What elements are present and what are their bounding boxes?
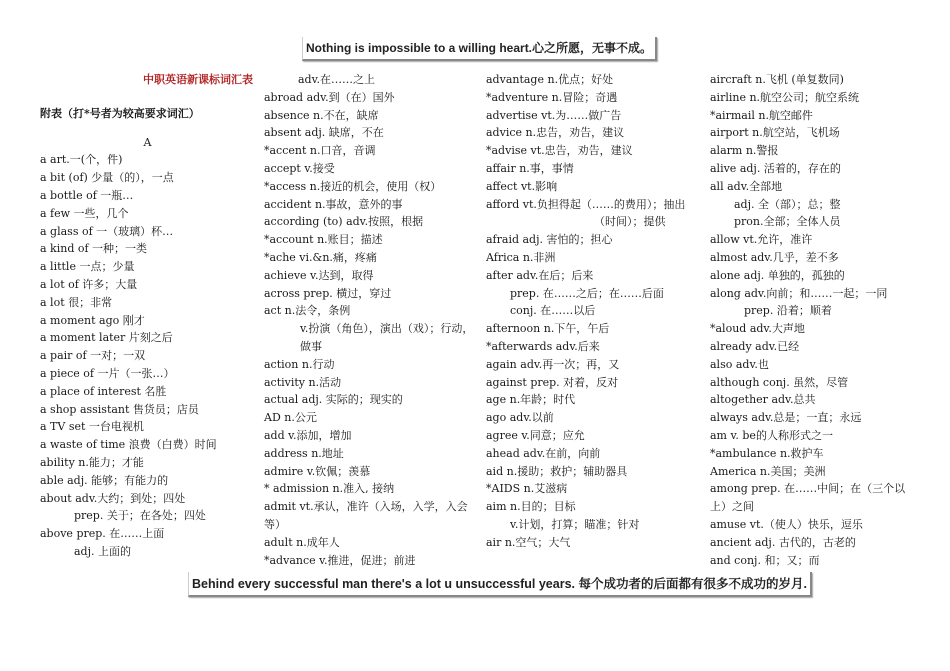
vocab-entry: against prep. 对着，反对 — [486, 375, 619, 389]
vocab-sense: adj. 上面的 — [74, 544, 132, 558]
vocab-entry: a kind of 一种；一类 — [40, 242, 148, 256]
vocab-entry: airline n.航空公司；航空系统 — [710, 90, 860, 104]
vocab-entry: America n.美国；美洲 — [710, 464, 826, 478]
vocab-entry: advertise vt.为……做广告 — [486, 108, 622, 122]
vocab-entry: ago adv.以前 — [486, 411, 554, 425]
vocab-entry: all adv.全部地 — [710, 179, 783, 193]
vocab-entry: aim n.目的；目标 — [486, 500, 576, 514]
vocab-entry: Africa n.非洲 — [486, 250, 556, 264]
vocab-entry: * admission n.准入, 接纳 — [264, 482, 395, 496]
vocab-entry: accept v.接受 — [264, 161, 335, 175]
vocab-entry: amuse vt.（使人）快乐，逗乐 — [710, 517, 863, 531]
vocab-entry: a few 一些，几个 — [40, 206, 129, 220]
vocab-entry: a shop assistant 售货员；店员 — [40, 402, 199, 416]
vocab-entry: alive adj. 活着的，存在的 — [710, 161, 841, 175]
vocab-entry: ahead adv.在前，向前 — [486, 446, 601, 460]
vocab-entry: address n.地址 — [264, 446, 344, 460]
vocab-entry: a moment ago 刚才 — [40, 313, 145, 327]
vocab-entry: a bottle of 一瓶… — [40, 188, 134, 202]
vocab-sense: adj. 全（部）；总；整 — [734, 197, 841, 211]
column-2 — [264, 71, 479, 569]
vocab-entry: although conj. 虽然，尽管 — [710, 375, 849, 389]
vocab-entry: a lot 很；非常 — [40, 295, 113, 309]
vocab-entry: admit vt.承认，准许（入场，入学，入会等） — [264, 500, 468, 531]
vocab-entry: able adj. 能够；有能力的 — [40, 473, 169, 487]
vocab-entry: alone adj. 单独的，孤独的 — [710, 268, 845, 282]
vocab-entry: altogether adv.总共 — [710, 393, 816, 407]
vocab-entry: alarm n.警报 — [710, 144, 779, 158]
vocab-entry: a little 一点；少量 — [40, 260, 135, 274]
vocab-entry: almost adv.几乎，差不多 — [710, 250, 839, 264]
vocab-entry: after adv.在后；后来 — [486, 268, 594, 282]
vocab-entry: accident n.事故，意外的事 — [264, 197, 403, 211]
vocab-entry: *accent n.口音，音调 — [264, 144, 376, 158]
vocab-sense: v.扮演（角色），演出（戏）；行动，做事 — [300, 322, 474, 353]
vocab-entry: *airmail n.航空邮件 — [710, 108, 813, 122]
vocab-entry: always adv.总是；一直；永远 — [710, 411, 862, 425]
vocab-entry: abroad adv.到（在）国外 — [264, 90, 395, 104]
vocab-entry: a piece of 一片（一张…） — [40, 366, 175, 380]
vocab-entry: absence n.不在，缺席 — [264, 108, 379, 122]
vocab-sense: prep. 沿着；顺着 — [744, 304, 832, 318]
vocab-entry: *adventure n.冒险；奇遇 — [486, 90, 618, 104]
vocab-entry: advice n.忠告，劝告，建议 — [486, 126, 625, 140]
vocab-entry: affair n.事，事情 — [486, 161, 574, 175]
vocab-entry: *account n.账目；描述 — [264, 233, 383, 247]
vocab-entry: according (to) adv.按照，根据 — [264, 215, 424, 229]
vocab-entry: *AIDS n.艾滋病 — [486, 482, 568, 496]
section-letter: A — [143, 135, 152, 149]
vocab-entry: across prep. 横过，穿过 — [264, 286, 392, 300]
vocab-entry: a lot of 许多；大量 — [40, 277, 138, 291]
vocab-entry: a pair of 一对；一双 — [40, 349, 146, 363]
vocab-entry: *ache vi.&n.痛，疼痛 — [264, 250, 377, 264]
vocab-entry: about adv.大约；到处；四处 — [40, 491, 186, 505]
vocab-entry: also adv.也 — [710, 357, 769, 371]
vocab-sense: prep. 在……之后；在……后面 — [510, 286, 664, 300]
vocab-entry: aircraft n.飞机 (单复数同) — [710, 73, 844, 86]
vocab-entry: add v.添加，增加 — [264, 428, 352, 442]
vocab-entry: activity n.活动 — [264, 375, 342, 389]
vocab-entry: above prep. 在……上面 — [40, 527, 165, 541]
document-subtitle: 附表（打*号者为较高要求词汇） — [40, 106, 200, 120]
vocab-entry: am v. be的人称形式之一 — [710, 428, 833, 442]
vocab-entry: *advance v.推进，促进；前进 — [264, 553, 416, 567]
vocab-sense: adv.在……之上 — [298, 73, 376, 86]
vocab-entry: AD n.公元 — [264, 411, 317, 425]
vocab-sense: prep. 关于；在各处；四处 — [74, 509, 206, 523]
vocab-entry: agree v.同意；应允 — [486, 428, 585, 442]
vocab-entry: allow vt.允许，准许 — [710, 233, 813, 247]
vocab-entry: advantage n.优点；好处 — [486, 73, 614, 86]
vocab-entry: ability n.能力；才能 — [40, 455, 144, 469]
vocab-entry: and conj. 和；又；而 — [710, 553, 820, 567]
vocab-entry: ancient adj. 古代的，古老的 — [710, 535, 856, 549]
vocab-entry: among prep. 在……中间；在（三个以上）之间 — [710, 482, 906, 514]
vocab-entry: age n.年龄；时代 — [486, 393, 576, 407]
vocab-entry: airport n.航空站，飞机场 — [710, 126, 840, 140]
vocab-sense: conj. 在……以后 — [510, 304, 596, 318]
vocab-entry: *aloud adv.大声地 — [710, 322, 805, 336]
vocab-entry: a moment later 片刻之后 — [40, 331, 173, 345]
column-4 — [710, 71, 915, 569]
vocab-entry: a bit (of) 少量（的），一点 — [40, 171, 174, 185]
vocab-sense: pron.全部；全体人员 — [734, 215, 841, 229]
top-quote-banner: Nothing is impossible to a willing heart.心之所愿，无事不成。 — [302, 37, 657, 61]
vocab-entry: *afterwards adv.后来 — [486, 339, 600, 353]
vocab-entry: affect vt.影响 — [486, 179, 558, 193]
document-title: 中职英语新课标词汇表 — [143, 73, 253, 86]
vocab-entry: air n.空气；大气 — [486, 535, 571, 549]
column-1 — [40, 71, 255, 561]
vocab-entry: afraid adj. 害怕的；担心 — [486, 233, 613, 247]
vocab-entry: a TV set 一台电视机 — [40, 420, 144, 434]
vocab-entry: admire v.钦佩；羡慕 — [264, 464, 371, 478]
vocab-entry: afford vt.负担得起（……的费用）；抽出（时间）；提供 — [486, 197, 686, 229]
vocab-entry: absent adj. 缺席，不在 — [264, 126, 384, 140]
vocab-entry: *advise vt.忠告，劝告，建议 — [486, 144, 633, 158]
column-3 — [486, 71, 706, 552]
vocab-entry: afternoon n.下午，午后 — [486, 322, 610, 336]
vocab-entry: achieve v.达到，取得 — [264, 268, 374, 282]
vocab-entry: again adv.再一次；再，又 — [486, 357, 620, 371]
vocab-entry: along adv.向前；和……一起；一同 — [710, 286, 888, 300]
vocab-entry: *ambulance n.救护车 — [710, 446, 824, 460]
vocab-entry: adult n.成年人 — [264, 535, 340, 549]
vocab-entry: a art.一(个，件) — [40, 153, 123, 167]
vocab-entry: *access n.接近的机会，使用（权） — [264, 179, 442, 193]
vocab-entry: a glass of 一（玻璃）杯… — [40, 224, 174, 238]
vocab-sense: v.计划，打算；瞄准；针对 — [510, 517, 640, 531]
vocab-entry: already adv.已经 — [710, 339, 800, 353]
vocab-entry: aid n.援助；救护；辅助器具 — [486, 464, 628, 478]
vocab-entry: actual adj. 实际的；现实的 — [264, 393, 403, 407]
vocab-entry: a place of interest 名胜 — [40, 384, 167, 398]
vocab-entry: action n.行动 — [264, 357, 335, 371]
bottom-quote-banner: Behind every successful man there's a lot u unsuccessful years. 每个成功者的后面都有很多不成功的岁月. — [188, 572, 812, 597]
vocab-entry: a waste of time 浪费（白费）时间 — [40, 438, 217, 452]
vocab-entry: act n.法令，条例 — [264, 304, 351, 318]
